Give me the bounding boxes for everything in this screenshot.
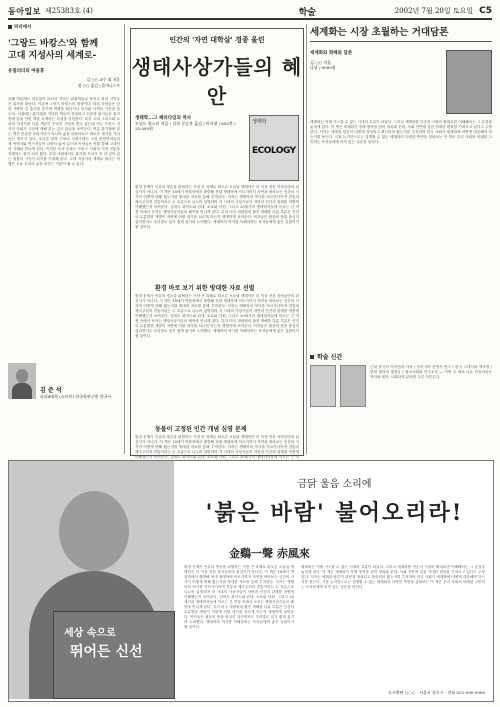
ad-fine-print: 도서출판 ○○○ · 서울시 종로구 · 전화 (02) 000-0000 — [388, 690, 485, 695]
center-intro-sub: 도널드 워스터 지음 / 강헌 문순홍 옮김 / 아카넷 / 655쪽 / 25,000원 — [135, 121, 236, 131]
right-body: 세계화는 이제 거스를 수 없는 시대의 흐름이 되었다. 그러나 세계화를 단순히 시장의 확대로만 이해해서는 그 본질을 놓치게 된다. 이 책은 세계화가 경제 영역을 넘어 정치와 문화, 사회 전반에 걸친 거대한 변화를 가져오고 있다고 주장한다. 저자는 세계화 담론이 어떻게 형성되고 확산되어 왔는지를 추적하며 한국 사회가 세계화에 어떻게 대응해야 하는지를 묻는다. 시장 논리만으로는 설명할 수 없는 세계화의 다양한 측면을 살펴보는 이 책은 우리 사회의 미래를 고민하는 독자들에게 의미 있는 질문을 던진다. — [310, 120, 492, 144]
left-body: 올해 여름에도 어김없이 파리의 거리는 관광객들로 붐비고 파리 시민들은 휴가를 떠난다. 이른바 그랑드 바캉스의 계절이다. 파리 사람들은 한달 가량의 긴 휴가를 즐기며 여행을 떠나거나 독서와 사색의 시간을 갖는다. 서점에는 휴가철을 겨냥한 책들이 진열되고 신문과 잡지들은 휴가 중에 읽을 만한 책을 소개하는 특집을 마련한다. 특히 고대 그리스와 로마의 지성사를 다룬 책들이 꾸준히 사랑을 받고 있는데 이는 프랑스 지식인 사회가 고전에 대해 갖는 깊은 관심을 보여준다. 여름 휴가철에 읽는 책은 단순한 오락거리가 아니라 삶을 되돌아보고 새로운 생각을 가다듬는 계기가 된다. 소르본 대학 근처의 서점가에는 고전 문헌학자들의 새 번역서와 연구서들이 나란히 놓여 있으며 독자들은 이를 통해 고대인의 지혜와 만나게 된다. 이러한 독서 문화는 프랑스 사회의 지적 전통을 지탱하는 힘이 되어 왔다. 우리 사회에서도 휴가철 독서가 좀 더 깊이 있는 성찰의 시간이 되기를 기대해 본다. 고대 지성사의 세계로 떠나는 여행은 오늘 우리의 삶을 비추는 거울이 될 수 있다. — [8, 97, 120, 166]
new-book-cover-2 — [340, 365, 366, 407]
center-intro: 생태학...그 패러다임의 역사 — [135, 116, 192, 121]
center-headline: 생태사상가들의 혜안 — [131, 55, 303, 108]
center-body-3: 환경 문제가 인류의 생존을 위협하는 가장 큰 과제로 떠오른 오늘날 생태학은 더 이상 전문 학자들만의 관심사가 아니다. 이 책은 18세기 박물학에서 출발해 현대 생태학에 이르기까지 자연을 바라보는 인간의 시각이 어떻게 변해 왔는지를 방대한 자료를 통해 추적한다. 저자는 생태학의 역사를 아르카디아적 전통과 제국주의적 전통이라는 두 흐름으로 나누어 설명하며 각 시대의 사상가들이 자연과 인간의 관계를 어떻게 이해했는지 보여준다. 길버트 화이트와 린네, 소로와 다윈, 그리고 20세기의 생태학자들에 이르는 긴 여 — [135, 435, 299, 459]
right-book-publisher: 나남 / 0000원 — [310, 65, 336, 70]
right-article — [310, 24, 492, 454]
center-body: 환경 문제가 인류의 생존을 위협하는 가장 큰 과제로 떠오른 오늘날 생태학은 더 이상 전문 학자들만의 관심사가 아니다. 이 책은 18세기 박물학에서 출발해 현대 생태학에 이르기까지 자연을 바라보는 인간의 시각이 어떻게 변해 왔는지를 방대한 자료를 통해 추적한다. 저자는 생태학의 역사를 아르카디아적 전통과 제국주의적 전통이라는 두 흐름으로 나누어 설명하며 각 시대의 사상가들이 자연과 인간의 관계를 어떻게 이해했는지 보여준다. 길버트 화이트와 린네, 소로와 다윈, 그리고 20세기의 생태학자들에 이르는 긴 여정 속에서 독자는 생태사상가들의 혜안을 만나게 된다. 특히 미국 대평원의 황진 재해를 다룬 부분은 인간의 무분별한 개발이 자연에 어떤 대가를 치르게 하는지 생생하게 보여준다. 역자들은 원문의 뜻을 충실히 살리면서도 우리말로 읽기 쉽게 옮기려 노력했다. 생태학의 역사를 이해하려는 독자들에게 좋은 길잡이가 될 것이다. — [135, 185, 299, 229]
left-byline: 유럽리더의 여름휴 — [8, 69, 45, 74]
author-caption: 파리4대학 (소르본) 한국학연구원 한국사 — [40, 394, 112, 399]
left-kicker: 파리에서 — [14, 25, 32, 30]
left-credit-2: 장 ○○ 옮김 / 휴머니스트 — [77, 83, 120, 88]
left-headline-line2: 고대 지성사의 세계로- — [8, 51, 97, 61]
right-book-cover — [446, 50, 492, 114]
square-bullet-icon — [8, 25, 12, 29]
ad-line1: 금닭 울음 소리에 — [297, 479, 372, 490]
center-kicker: 인간의 '자연 대학살' 경종 울린 — [169, 36, 265, 44]
ad-author-line: 金鷄一聲 赤風來 — [229, 547, 310, 560]
ad-book-cover — [53, 611, 175, 699]
new-books-body: 근대 한국의 지식인과 사상 / 동아시아 문명사 연구 / 한국 고대사의 재조명 / 현대 철학의 쟁점들 / 정보사회와 민주주의 — 이번 주 새로 나온 학술서들은 역사와 철학, 사회과학 분야를 두루 아우른다. — [370, 365, 492, 379]
left-headline-line1: '그랑드 바캉스'와 함께 — [8, 39, 99, 49]
book-advertisement — [8, 460, 494, 702]
left-kicker-row — [8, 24, 120, 30]
center-subhead-2: 동물이 고정된 인간 개념 심영 문제 — [155, 426, 247, 433]
author-name: 김 준 석 — [40, 387, 62, 394]
page-number: C5 — [479, 6, 493, 16]
ad-body-left: 환경 문제가 인류의 생존을 위협하는 가장 큰 과제로 떠오른 오늘날 생태학은 더 이상 전문 학자들만의 관심사가 아니다. 이 책은 18세기 박물학에서 출발해 현대 생태학에 이르기까지 자연을 바라보는 인간의 시각이 어떻게 변해 왔는지를 방대한 자료를 통해 추적한다. 저자는 생태학의 역사를 아르카디아적 전통과 제국주의적 전통이라는 두 흐름으로 나누어 설명하며 각 시대의 사상가들이 자연과 인간의 관계를 어떻게 이해했는지 보여준다. 길버트 화이트와 린네, 소로와 다윈, 그리고 20세기의 생태학자들에 이르는 긴 여정 속에서 독자는 생태사상가들의 혜안을 만나게 된다. 특히 미국 대평원의 황진 재해를 다룬 부분은 인간의 무분별한 개발이 자연에 어떤 대가를 치르게 하는지 생생하게 보여준다. 역자들은 원문의 뜻을 충실히 살리면서도 우리말로 읽기 쉽게 옮기려 노력했다. 생태학의 역사를 이해하려는 독자들에게 좋은 길잡이가 될 것이다. — [184, 565, 294, 629]
author-portrait — [8, 363, 36, 399]
book-cover-title: 생태학 — [252, 119, 267, 125]
left-article — [8, 24, 120, 454]
new-books-title: 학술 신간 — [317, 354, 343, 361]
right-book-author: 김 ○○ 지음 — [310, 60, 332, 65]
center-subhead-1: 환경 바로 보기 위한 방대한 자료 선별 — [155, 285, 255, 292]
right-kicker: 세계화는 시장 초월하는 거대담론 — [310, 24, 492, 42]
book-cover-ecology — [249, 115, 299, 181]
right-book-label: 세계화와 화해와 담론 — [310, 51, 353, 56]
ad-body-right: 세계화는 이제 거스를 수 없는 시대의 흐름이 되었다. 그러나 세계화를 단순히 시장의 확대로만 이해해서는 그 본질을 놓치게 된다. 이 책은 세계화가 경제 영역을 넘어 정치와 문화, 사회 전반에 걸친 거대한 변화를 가져오고 있다고 주장한다. 저자는 세계화 담론이 어떻게 형성되고 확산되어 왔는지를 추적하며 한국 사회가 세계화에 어떻게 대응해야 하는지를 묻는다. 시장 논리만으로는 설명할 수 없는 세계화의 다양한 측면을 살펴보는 이 책은 우리 사회의 미래를 고민하는 독자들에게 의미 있는 질문을 던진다. — [301, 565, 485, 589]
book-cover-ecology-text: ECOLOGY — [252, 146, 296, 156]
section-title: 학술 — [298, 7, 316, 18]
issue-number: 제25383호 (4) — [44, 7, 93, 15]
ad-book-cover-line1: 세상 속으로 — [64, 628, 116, 639]
new-book-cover-1 — [310, 365, 336, 407]
column-divider-left — [124, 24, 125, 454]
column-divider-right — [306, 24, 307, 454]
center-article — [130, 28, 304, 459]
left-credit-1: 김 ○○ 교수 외 지음 — [86, 77, 120, 82]
date: 2002년 7월 20일 토요일 — [394, 7, 474, 15]
masthead: 동아일보 — [8, 6, 41, 16]
page-header — [8, 4, 492, 20]
ad-line2: '붉은 바람' 불어오리라! — [205, 500, 464, 526]
square-bullet-icon — [310, 355, 314, 359]
center-body-2: 환경 문제가 인류의 생존을 위협하는 가장 큰 과제로 떠오른 오늘날 생태학은 더 이상 전문 학자들만의 관심사가 아니다. 이 책은 18세기 박물학에서 출발해 현대 생태학에 이르기까지 자연을 바라보는 인간의 시각이 어떻게 변해 왔는지를 방대한 자료를 통해 추적한다. 저자는 생태학의 역사를 아르카디아적 전통과 제국주의적 전통이라는 두 흐름으로 나누어 설명하며 각 시대의 사상가들이 자연과 인간의 관계를 어떻게 이해했는지 보여준다. 길버트 화이트와 린네, 소로와 다윈, 그리고 20세기의 생태학자들에 이르는 긴 여정 속에서 독자는 생태사상가들의 혜안을 만나게 된다. 특히 미국 대평원의 황진 재해를 다룬 부분은 인간의 무분별한 개발이 자연에 어떤 대가를 치르게 하는지 생생하게 보여준다. 역자들은 원문의 뜻을 충실히 살리면서도 우리말로 읽기 쉽게 옮기려 노력했다. 생태학의 역사를 이해하려는 독자들에게 좋은 길잡이가 될 것이다. — [135, 294, 299, 338]
ad-book-cover-line2: 뛰어든 신선 — [70, 644, 143, 660]
